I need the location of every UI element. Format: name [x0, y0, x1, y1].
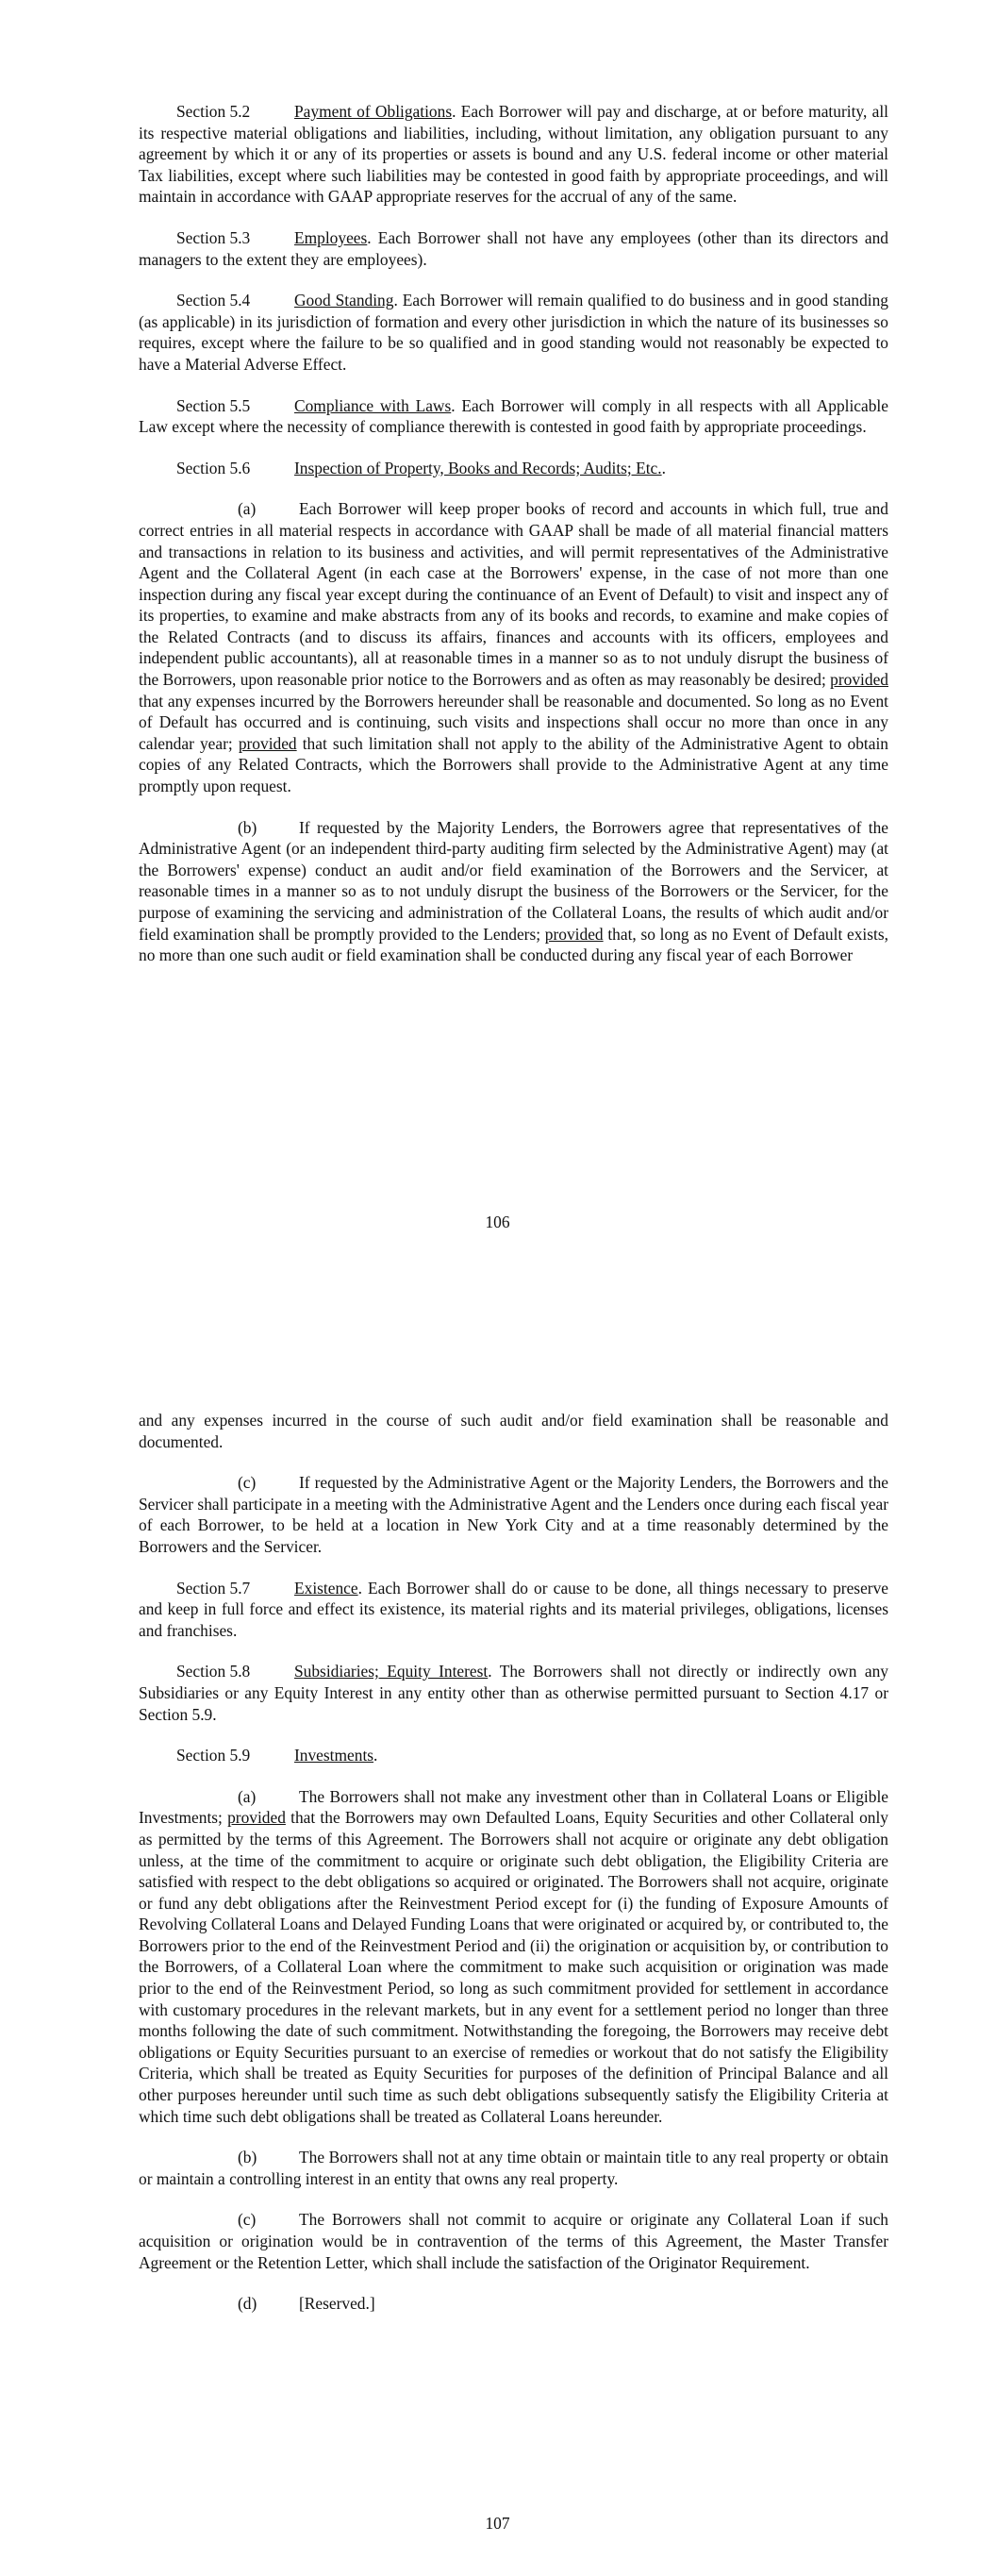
- section-number: Section 5.8: [176, 1662, 251, 1681]
- section-5-2: [139, 101, 888, 208]
- proviso-term: provided: [830, 670, 888, 690]
- section-heading: Payment of Obligations: [294, 102, 453, 121]
- subsection-text: that any expenses incurred by the Borrowers hereunder shall be reasonable and documented. So long as no Event of Default has occurred and is continuing, such visits and inspections shall occur no more than once in any calendar year;: [139, 691, 888, 753]
- section-5-4: [139, 290, 888, 375]
- page-body: [139, 1410, 888, 2334]
- subsection-text: If requested by the Administrative Agent or the Majority Lenders, the Borrowers and the Servicer shall participate in a meeting with the Administrative Agent and the Lenders once during each fiscal year of each Borrower, to be held at a location in New York City and at a time reasonably determined by the Borrowers and the Servicer.: [139, 1473, 888, 1556]
- section-text: .: [373, 1746, 378, 1765]
- section-number: Section 5.2: [176, 102, 251, 121]
- section-5-7: [139, 1578, 888, 1642]
- section-5-9-c: [139, 2209, 888, 2273]
- continued-paragraph: [139, 1410, 888, 1452]
- section-number: Section 5.9: [176, 1746, 251, 1765]
- section-5-9-d: [139, 2293, 888, 2315]
- section-number: Section 5.7: [176, 1578, 251, 1597]
- subsection-text: that such limitation shall not apply to the ability of the Administrative Agent to obtain copies of any Related Contracts, which the Borrowers shall provide to the Administrative Agent at any time promptly upon request.: [139, 733, 888, 796]
- section-5-9-a: [139, 1786, 888, 2128]
- subsection-label: (b): [238, 2148, 257, 2167]
- section-heading: Investments: [294, 1746, 374, 1765]
- section-5-8: [139, 1661, 888, 1725]
- section-number: Section 5.3: [176, 227, 251, 247]
- section-text: . Each Borrower will comply in all respects with all Applicable Law except where the necessity of compliance therewith is contested in good faith by appropriate proceedings.: [139, 395, 888, 437]
- subsection-text: The Borrowers shall not commit to acquire or originate any Collateral Loan if such acquisition or origination would be in contravention of the terms of this Agreement, the Master Transfer Agreement or the Retention Letter, which shall include the satisfaction of the Originator Requirement.: [139, 2210, 888, 2272]
- subsection-label: (c): [238, 2210, 257, 2230]
- section-text: .: [661, 458, 666, 477]
- section-heading: Subsidiaries; Equity Interest: [294, 1662, 489, 1681]
- subsection-text: that the Borrowers may own Defaulted Loans, Equity Securities and other Collateral only as permitted by the terms of this Agreement. The Borrowers shall not acquire or originate any debt obligation unless, at the time of the commitment to acquire or originate such debt obligation, the Eligibility Criteria are satisfied with respect to the debt obligations so acquired or originated. The Borrowers shall not acquire, originate or fund any debt obligations after the Reinvestment Period except for (i) the funding of Exposure Amounts of Revolving Collateral Loans and Delayed Funding Loans that were originated or acquired by, or contributed to, the Borrowers prior to the end of the Reinvestment Period and (ii) the origination or acquisition by, or contribution to the Borrowers, of a Collateral Loan where the commitment to make such acquisition or origination was made prior to the end of the Reinvestment Period, so long as such commitment provided for settlement in accordance with customary procedures in the relevant markets, but in any event for a settlement period no longer than three months following the date of such commitment. Notwithstanding the foregoing, the Borrowers may receive debt obligations or Equity Securities pursuant to an exercise of remedies or workout that do not satisfy the Eligibility Criteria, which shall be treated as Equity Securities for purposes of the definition of Principal Balance and all other purposes hereunder until such time as such debt obligations subsequently satisfy the Eligibility Criteria at which time such debt obligations shall be treated as Collateral Loans hereunder.: [139, 1808, 888, 2126]
- section-text: . Each Borrower shall not have any employees (other than its directors and managers to the extent they are employees).: [139, 227, 888, 269]
- proviso-term: provided: [227, 1808, 286, 1828]
- section-5-3: [139, 227, 888, 270]
- page-body: [139, 101, 888, 986]
- section-heading: Existence: [294, 1578, 358, 1597]
- section-5-6-c: [139, 1472, 888, 1557]
- section-5-6-a: [139, 498, 888, 796]
- section-text: . Each Borrower will pay and discharge, at or before maturity, all its respective material obligations and liabilities, including, without limitation, any obligation pursuant to any agreement by which it or any of its properties or assets is bound and any U.S. federal income or other material Tax liabilities, except where such liabilities may be contested in good faith by appropriate proceedings, and will maintain in accordance with GAAP appropriate reserves for the accrual of any of the same.: [139, 102, 888, 207]
- section-number: Section 5.5: [176, 395, 251, 415]
- subsection-text: If requested by the Majority Lenders, the Borrowers agree that representatives of the Administrative Agent (or an independent third-party auditing firm selected by the Administrative Agent) may (at the Borrowers' expense) conduct an audit and/or field examination of the Borrowers and the Servicer, at reasonable times in a manner so as to not unduly disrupt the business of the Borrowers or the Servicer, for the purpose of examining the servicing and administration of the Collateral Loans, the results of which audit and/or field examination shall be promptly provided to the Lenders;: [139, 817, 888, 944]
- section-5-6: [139, 458, 888, 479]
- document-page-107: [0, 1363, 995, 2576]
- section-heading: Employees: [294, 227, 368, 247]
- section-5-6-b: [139, 817, 888, 966]
- subsection-label: (b): [238, 817, 257, 837]
- section-text: . Each Borrower shall do or cause to be done, all things necessary to preserve and keep in full force and effect its existence, its material rights and its material privileges, obligations, licenses and franchises.: [139, 1578, 888, 1640]
- section-text: . The Borrowers shall not directly or indirectly own any Subsidiaries or any Equity Interest in any entity other than as otherwise permitted pursuant to Section 4.17 or Section 5.9.: [139, 1662, 888, 1724]
- section-5-5: [139, 395, 888, 438]
- subsection-text: [Reserved.]: [299, 2294, 375, 2314]
- section-number: Section 5.6: [176, 458, 251, 477]
- subsection-label: (a): [238, 1786, 257, 1806]
- subsection-label: (a): [238, 499, 257, 519]
- section-5-9: [139, 1745, 888, 1766]
- page-number: 106: [485, 1213, 510, 1231]
- subsection-label: (d): [238, 2294, 257, 2314]
- section-heading: Compliance with Laws: [294, 395, 452, 415]
- subsection-text: Each Borrower will keep proper books of record and accounts in which full, true and correct entries in all material respects in accordance with GAAP shall be made of all material financial matters and transactions in relation to its business and activities, and will permit representatives of the Administrative Agent and the Collateral Agent (in each case at the Borrowers' expense, in the case of not more than one inspection during any fiscal year except during the continuance of an Event of Default) to visit and inspect any of its properties, to examine and make abstracts from any of its books and records, to examine and make copies of the Related Contracts (and to discuss its affairs, finances and accounts with its officers, employees and independent public accountants), all at reasonable times in a manner so as to not unduly disrupt the business of the Borrowers, upon reasonable prior notice to the Borrowers and as often as may reasonably be desired;: [139, 499, 888, 690]
- paragraph-text: and any expenses incurred in the course of such audit and/or field examination shall be reasonable and documented.: [139, 1411, 888, 1451]
- section-5-9-b: [139, 2147, 888, 2189]
- page-number: 107: [485, 2514, 510, 2533]
- section-number: Section 5.4: [176, 291, 251, 310]
- proviso-term: provided: [544, 924, 604, 944]
- subsection-label: (c): [238, 1473, 257, 1493]
- subsection-text: that, so long as no Event of Default exists, no more than one such audit or field examination shall be conducted during any fiscal year of each Borrower: [139, 924, 888, 965]
- subsection-text: The Borrowers shall not at any time obtain or maintain title to any real property or obtain or maintain a controlling interest in an entity that owns any real property.: [139, 2148, 888, 2188]
- section-heading: Inspection of Property, Books and Records; Audits; Etc.: [294, 458, 662, 477]
- subsection-text: The Borrowers shall not make any investment other than in Collateral Loans or Eligible Investments;: [139, 1786, 888, 1828]
- section-heading: Good Standing: [294, 291, 394, 310]
- proviso-term: provided: [238, 733, 297, 753]
- section-text: . Each Borrower will remain qualified to do business and in good standing (as applicable) in its jurisdiction of formation and every other jurisdiction in which the nature of its businesses so requires, except where the failure to be so qualified and in good standing would not reasonably be expected to have a Material Adverse Effect.: [139, 291, 888, 374]
